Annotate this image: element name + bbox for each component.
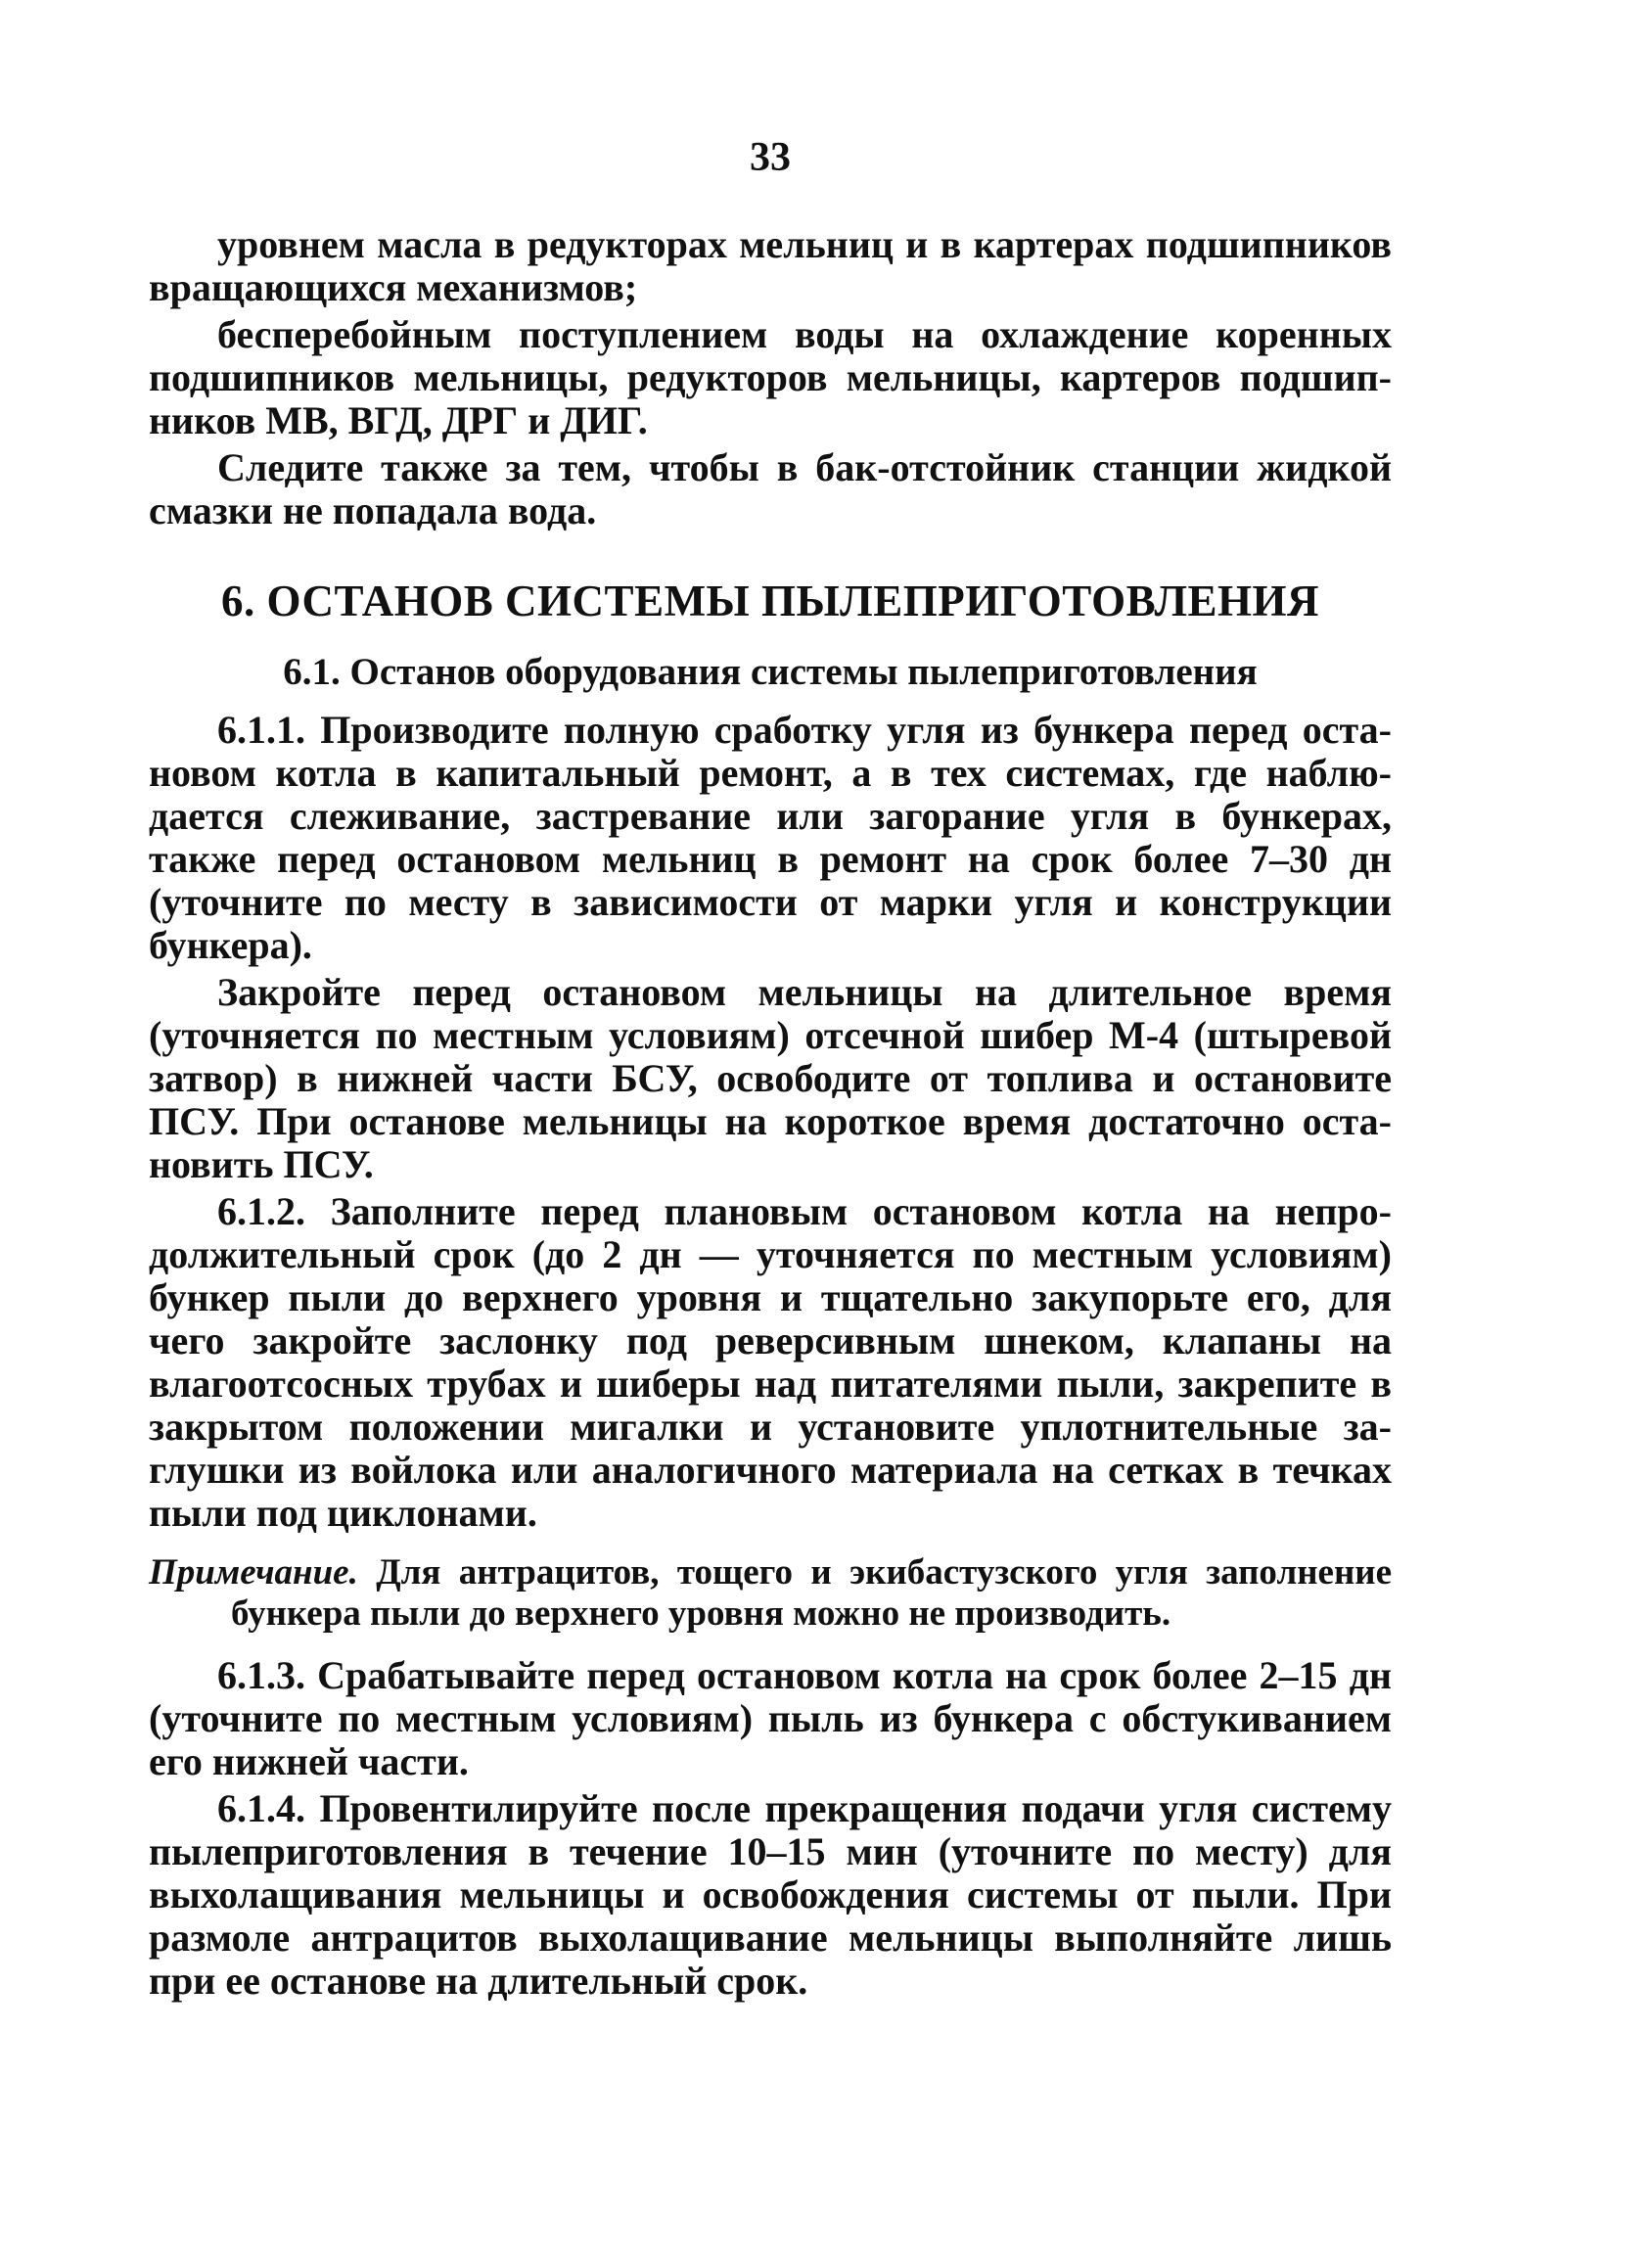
- page-number: 33: [750, 135, 791, 180]
- intro-paragraph-1: уровнем масла в редукторах мельниц и в картерах подшипников вращающихся механизмов;: [149, 222, 1392, 309]
- note-label: Примечание.: [149, 1552, 358, 1593]
- section-title: 6. ОСТАНОВ СИСТЕМЫ ПЫЛЕПРИГОТОВЛЕНИЯ: [220, 577, 1320, 625]
- note: [149, 1552, 1392, 1635]
- paragraph-6-1-2: 6.1.2. Заполните перед плановым остановом котла на непродолжительный срок (до 2 дн — уточняется по местным условиям) бункер пыли до верхнего уровня и тщательно закупорьте его, для чего закройте заслонку под реверсивным шнеком, клапаны на влагоотсосных трубах и шиберы над питателями пыли, закрепите в закрытом положении мигалки и установите уплотнительные заглушки из войлока или аналогичного материала на сетках в течках пыли под циклонами.: [149, 1189, 1392, 1535]
- document-page: [149, 137, 1392, 2003]
- subsection-title: 6.1. Останов оборудования системы пылеприготовления: [283, 651, 1258, 693]
- intro-paragraph-2: бесперебойным поступлением воды на охлаждение коренных подшипников мельницы, редукторов мельницы, картеров подшипников МВ, ВГД, ДРГ и ДИГ.: [149, 312, 1392, 442]
- intro-paragraph-3: Следите также за тем, чтобы в бак-отстойник станции жидкой смазки не попадала вода.: [149, 445, 1392, 532]
- paragraph-6-1-1: 6.1.1. Производите полную сработку угля из бункера перед остановом котла в капитальный ремонт, а в тех системах, где наблюдается слеживание, застревание или загорание угля в бункерах, также перед остановом мельниц в ремонт на срок более 7–30 дн (уточните по месту в зависимости от марки угля и конструкции бункера).: [149, 708, 1392, 967]
- paragraph-6-1-3: 6.1.3. Срабатывайте перед остановом котла на срок более 2–15 дн (уточните по местным условиям) пыль из бункера с обстукиванием его нижней части.: [149, 1653, 1392, 1783]
- note-text: Для антрацитов, тощего и экибастузского угля заполнение бункера пыли до верхнего уровня можно не производить.: [231, 1552, 1392, 1634]
- paragraph-6-1-1-continued: Закройте перед остановом мельницы на длительное время (уточняется по местным условиям) отсечной шибер М-4 (штыревой затвор) в нижней части БСУ, освободите от топлива и остановите ПСУ. При останове мельницы на короткое время достаточно остановить ПСУ.: [149, 970, 1392, 1186]
- paragraph-6-1-4: 6.1.4. Провентилируйте после прекращения подачи угля систему пылеприготовления в течение 10–15 мин (уточните по месту) для выхолащивания мельницы и освобождения системы от пыли. При размоле антрацитов выхолащивание мельницы выполняйте лишь при ее останове на длительный срок.: [149, 1786, 1392, 2003]
